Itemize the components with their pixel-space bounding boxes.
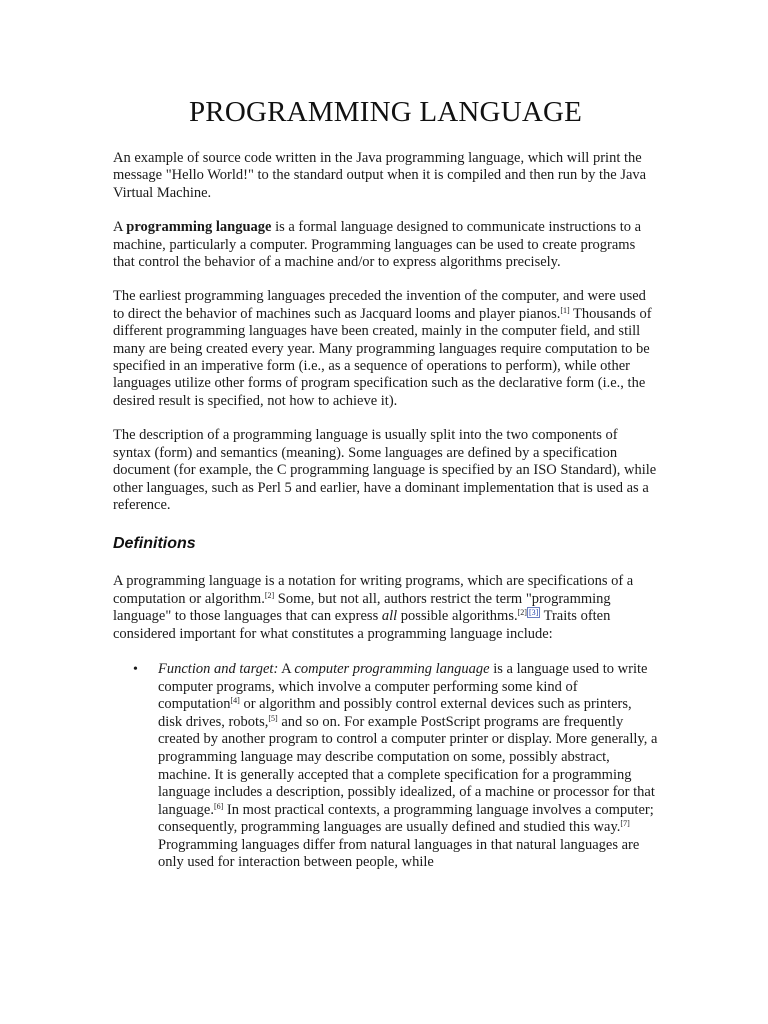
text-run: A (278, 660, 295, 677)
section-heading-definitions: Definitions (113, 535, 196, 553)
intro-paragraph: An example of source code written in the Java programming language, which will print the message "Hello World!" to the standard output when it is compiled and then run by the Java Virtual Machine. (113, 150, 647, 201)
description-paragraph: The description of a programming language is usually split into the two components of syntax (form) and semantics (meaning). Some languages are defined by a specification document (for example, the C programming language is specified by an ISO Standard), while other languages, such as Perl 5 and earlier, have a dominant implementation that is used as a reference. (113, 427, 657, 513)
citation-2[interactable]: [2] (264, 590, 275, 600)
list-item (113, 661, 658, 872)
page-title: PROGRAMMING LANGUAGE (188, 96, 583, 128)
citation-2b-text[interactable]: [2] (517, 608, 527, 618)
text-run: is a language used to write computer programs, which involve a computer performing some kind of computation (158, 660, 648, 713)
bold-term: programming language (126, 219, 272, 236)
text-run: is a formal language designed to communicate instructions to a machine, particularly a computer. Programming languages can be used to create programs that control the behavior of a machine and/or to express algorithms precisely. (113, 219, 642, 271)
citation-5[interactable]: [5] (268, 713, 278, 723)
bullet-icon: • (133, 661, 138, 677)
text-run: Thousands of different programming languages have been created, mainly in the computer field, and still many are being created every year. Many programming languages require computation to be specified in an imperative form (i.e., as a sequence of operations to perform), while other languages utilize other forms of program specification such as the declarative form (i.e., the desired result is specified, not how to achieve it). (113, 305, 652, 409)
text-run: A (113, 219, 127, 236)
text-run: The earliest programming languages preceded the invention of the computer, and were used to direct the behavior of machines such as Jacquard looms and player pianos. (113, 288, 646, 322)
document-page (113, 92, 658, 872)
text-run: In most practical contexts, a programming language involves a computer; consequently, programming languages are usually defined and studied this way. (158, 801, 654, 836)
citation-4[interactable]: [4] (230, 696, 240, 706)
citation-3[interactable]: [3] (528, 608, 539, 618)
italic-all: all (381, 608, 398, 625)
definitions-paragraph (113, 573, 658, 643)
citation-2b[interactable] (518, 607, 541, 618)
text-run: Some, but not all, authors restrict the term "programming language" to those languages that can express (113, 590, 611, 625)
traits-list (113, 661, 658, 872)
item-label: Function and target: (158, 660, 279, 677)
text-run: Programming languages differ from natural languages in that natural languages are only used for interaction between people, while (158, 836, 640, 871)
definition-paragraph (113, 219, 658, 271)
text-run: Traits often considered important for what constitutes a programming language include: (113, 608, 611, 642)
citation-6[interactable]: [6] (213, 801, 224, 811)
text-run: possible algorithms. (397, 608, 518, 625)
text-run: A programming language is a notation for writing programs, which are specifications of a computation or algorithm. (113, 573, 634, 607)
citation-7[interactable]: [7] (620, 819, 630, 829)
text-run: and so on. For example PostScript programs are frequently created by another program to control a computer printer or display. More generally, a programming language may describe computation on some, possibly abstract, machine. It is generally accepted that a complete specification for a programming language includes a description, possibly idealized, of a machine or processor for that language. (158, 713, 658, 818)
citation-1[interactable]: [1] (560, 305, 570, 315)
italic-term: computer programming language (294, 660, 490, 677)
history-paragraph (113, 288, 658, 410)
text-run: or algorithm and possibly control external devices such as printers, disk drives, robots, (158, 696, 632, 730)
